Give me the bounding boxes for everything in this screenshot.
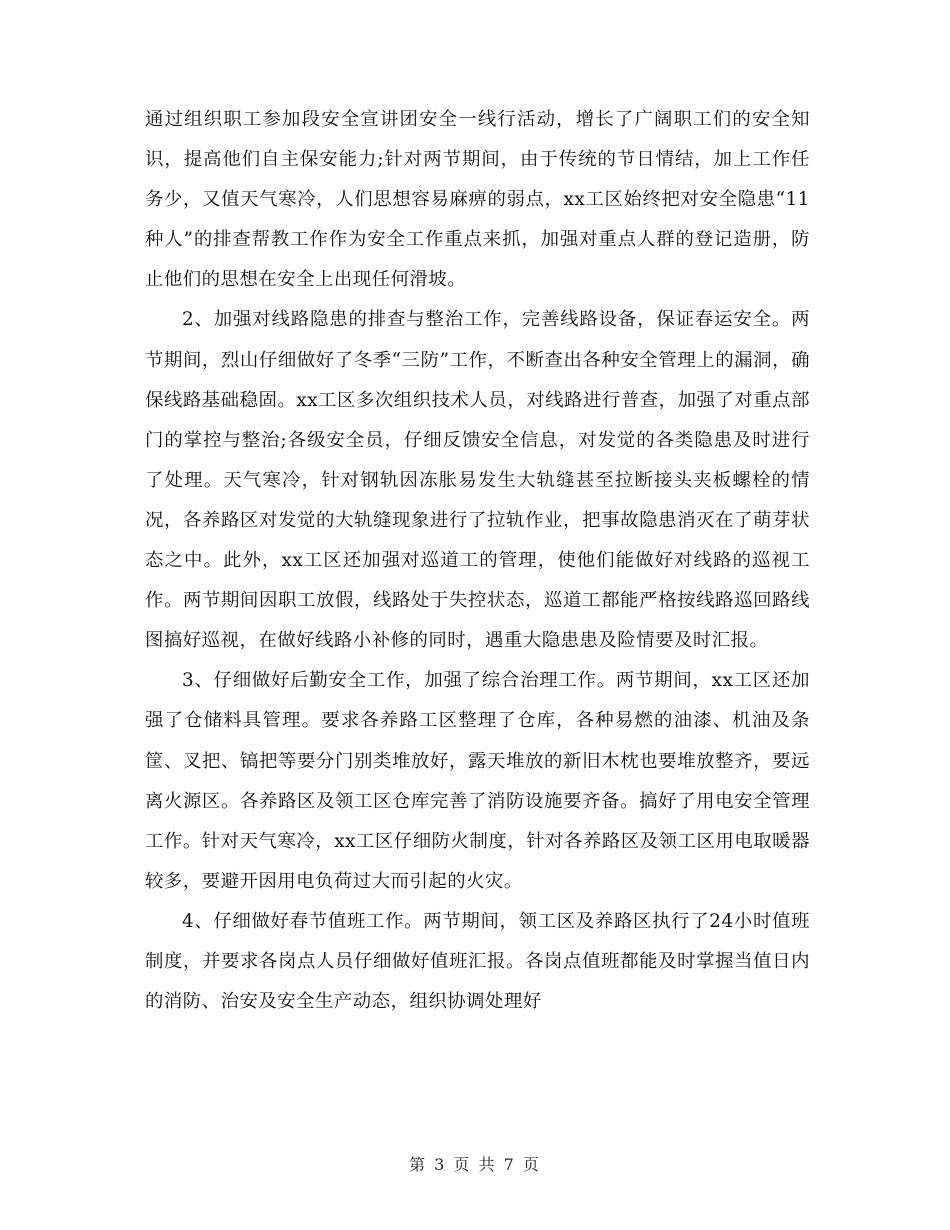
document-body [145,100,810,1022]
paragraph-logistics-safety: 3、仔细做好后勤安全工作，加强了综合治理工作。两节期间，xx工区还加强了仓储料具管理。要求各养路工区整理了仓库，各种易燃的油漆、机油及条筐、叉把、镐把等要分门别类堆放好，露天堆放的新旧木枕也要堆放整齐，要远离火源区。各养路区及领工区仓库完善了消防设施要齐备。搞好了用电安全管理工作。针对天气寒冷，xx工区仔细防火制度，针对各养路区及领工区用电取暖器较多，要避开因用电负荷过大而引起的火灾。 [145,670,810,892]
paragraph-continuation: 通过组织职工参加段安全宣讲团安全一线行活动，增长了广阔职工们的安全知识，提高他们自主保安能力;针对两节期间，由于传统的节日情结，加上工作任务少，又值天气寒冷，人们思想容易麻痹的弱点，xx工区始终把对安全隐患“11种人”的排查帮教工作作为安全工作重点来抓，加强对重点人群的登记造册，防止他们的思想在安全上出现任何滑坡。 [145,109,810,291]
page-number-footer: 第 3 页 共 7 页 [409,1155,541,1174]
paragraph-duty-shift: 4、仔细做好春节值班工作。两节期间，领工区及养路区执行了24小时值班制度，并要求各岗点人员仔细做好值班汇报。各岗点值班都能及时掌握当值日内的消防、治安及安全生产动态，组织协调处理好 [145,910,810,1013]
paragraph-line-hazards: 2、加强对线路隐患的排查与整治工作，完善线路设备，保证春运安全。两节期间，烈山仔细做好了冬季“三防”工作，不断查出各种安全管理上的漏洞，确保线路基础稳固。xx工区多次组织技术人员，对线路进行普查，加强了对重点部门的掌控与整治;各级安全员，仔细反馈安全信息，对发觉的各类隐患及时进行了处理。天气寒冷，针对钢轨因冻胀易发生大轨缝甚至拉断接头夹板螺栓的情况，各养路区对发觉的大轨缝现象进行了拉轨作业，把事故隐患消灭在了萌芽状态之中。此外，xx工区还加强对巡道工的管理，使他们能做好对线路的巡视工作。两节期间因职工放假，线路处于失控状态，巡道工都能严格按线路巡回路线图搞好巡视，在做好线路小补修的同时，遇重大隐患患及险情要及时汇报。 [145,309,810,652]
